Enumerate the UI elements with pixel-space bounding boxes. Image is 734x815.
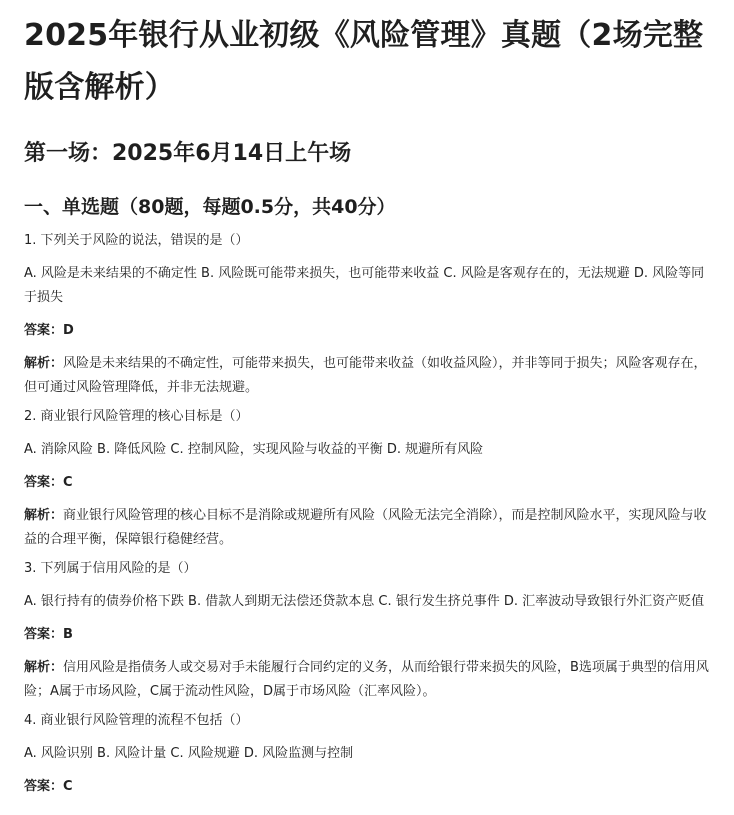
analysis-text: 信用风险是指债务人或交易对手未能履行合同约定的义务，从而给银行带来损失的风险，B选项属于典型的信用风险；A属于市场风险，C属于流动性风险，D属于市场风险（汇率风险）。: [24, 660, 709, 699]
question-stem: 1. 下列关于风险的说法，错误的是（）: [24, 233, 249, 248]
analysis-line: [24, 352, 710, 400]
question-stem: 4. 商业银行风险管理的流程不包括（）: [24, 713, 249, 728]
question-options: A. 风险是未来结果的不确定性 B. 风险既可能带来损失，也可能带来收益 C. 风险是客观存在的，无法规避 D. 风险等同于损失: [24, 266, 705, 305]
analysis-line: [24, 656, 710, 704]
analysis-label: 解析：: [24, 508, 64, 523]
answer-label: 答案：: [24, 323, 64, 338]
document-title: 2025年银行从业初级《风险管理》真题（2场完整版含解析）: [24, 18, 704, 105]
answer-line: [24, 624, 710, 646]
analysis-line: [24, 504, 710, 552]
analysis-text: 商业银行风险管理的核心目标不是消除或规避所有风险（风险无法完全消除），而是控制风险水平，实现风险与收益的合理平衡，保障银行稳健经营。: [24, 508, 707, 547]
question-options: A. 风险识别 B. 风险计量 C. 风险规避 D. 风险监测与控制: [24, 746, 354, 761]
question-item: [24, 710, 710, 798]
answer-line: [24, 776, 710, 798]
question-item: [24, 558, 710, 704]
answer-line: [24, 320, 710, 342]
answer-value: D: [63, 323, 74, 338]
answer-label: 答案：: [24, 779, 64, 794]
answer-value: C: [63, 475, 73, 490]
section-heading: 一、单选题（80题，每题0.5分，共40分）: [24, 196, 396, 218]
question-options: A. 消除风险 B. 降低风险 C. 控制风险，实现风险与收益的平衡 D. 规避所有风险: [24, 442, 484, 457]
question-stem: 2. 商业银行风险管理的核心目标是（）: [24, 409, 249, 424]
analysis-label: 解析：: [24, 356, 64, 371]
analysis-text: 风险是未来结果的不确定性，可能带来损失，也可能带来收益（如收益风险），并非等同于损失；风险客观存在，但可通过风险管理降低，并非无法规避。: [24, 356, 707, 395]
question-item: [24, 406, 710, 552]
answer-label: 答案：: [24, 627, 64, 642]
answer-label: 答案：: [24, 475, 64, 490]
question-item: [24, 230, 710, 400]
answer-value: B: [63, 627, 73, 642]
analysis-label: 解析：: [24, 660, 64, 675]
question-stem: 3. 下列属于信用风险的是（）: [24, 561, 197, 576]
session-heading: 第一场：2025年6月14日上午场: [24, 141, 352, 166]
answer-value: C: [63, 779, 73, 794]
question-options: A. 银行持有的债券价格下跌 B. 借款人到期无法偿还贷款本息 C. 银行发生挤兑事件 D. 汇率波动导致银行外汇资产贬值: [24, 594, 705, 609]
answer-line: [24, 472, 710, 494]
